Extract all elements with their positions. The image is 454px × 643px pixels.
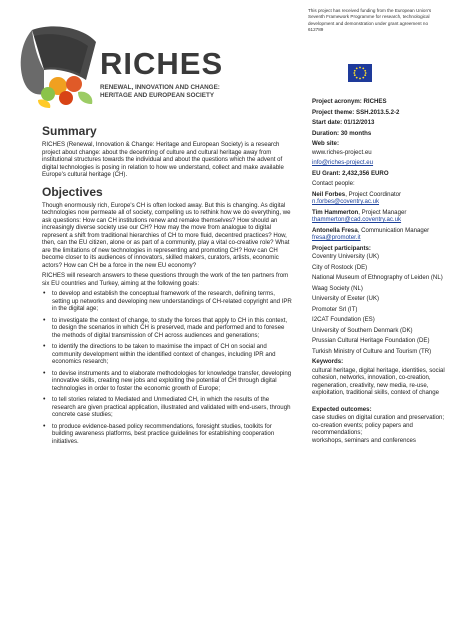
contact-item (312, 227, 446, 242)
summary-text: RICHES (Renewal, Innovation & Change: Heritage and European Society) is a research project about change: about the decentring of culture and cultural heritage away from institutional structures towards the individual and about the questions which the advent of digital technologies is posing in relation to how we understand, collect and make available Europe's cultural heritage (CH). (42, 141, 284, 178)
contact-role: , Project Coordinator (345, 190, 402, 198)
list-item (42, 370, 292, 393)
bullet-icon: • (43, 369, 46, 377)
goals-list (42, 290, 292, 445)
objectives-lead: RICHES will research answers to these questions through the work of the ten partners from six EU countries and Turkey, aiming at the following goals: (42, 272, 289, 287)
outcome-item: workshops, seminars and conferences (312, 436, 416, 444)
eu-grant-label: EU Grant: (312, 169, 341, 177)
objectives-intro: Though enormously rich, Europe's CH is often locked away. But this is changing. As digital technologies now permeate all of society, compelling us to rethink how we do everything, we ask questions: How can CH institutions renew and remake themselves? How should an increasingly diverse society use our CH? How may the move from analogue to digital represent a shift from traditional hierarchies of CH to more fluid, decentred practices? How, then, can the EU citizen, alone or as part of a community, play a vital co-creative role? What are the limitations of new technologies in representing and promoting CH? How can CH become closer to its audiences of innovators, skilled makers, curators, artists, economic actors? How can CH be a force in the new EU economy? (42, 201, 291, 269)
contact-email-link[interactable]: n.forbes@coventry.ac.uk (312, 198, 380, 205)
contact-email-link[interactable]: thammerton@cad.coventry.ac.uk (312, 216, 402, 223)
project-duration-value: 30 months (340, 129, 372, 137)
info-email-link[interactable]: info@riches-project.eu (312, 159, 374, 166)
list-item (42, 423, 292, 446)
outcomes-label: Expected outcomes: (312, 405, 372, 413)
participant-item: I2CAT Foundation (ES) (312, 316, 375, 323)
logo-tagline-line2: HERITAGE AND EUROPEAN SOCIETY (100, 92, 215, 99)
objectives-heading: Objectives (42, 184, 103, 199)
website-link[interactable]: www.riches-project.eu (312, 148, 372, 156)
project-theme-label: Project theme: (312, 108, 355, 116)
participant-item: Promoter Srl (IT) (312, 305, 358, 313)
keywords-label: Keywords: (312, 358, 344, 365)
contact-email-link[interactable]: fresa@promoter.it (312, 234, 361, 241)
project-start (312, 119, 446, 127)
contact-name: Neil Forbes (312, 190, 346, 198)
list-item (42, 396, 292, 419)
goal-text: to develop and establish the conceptual framework of the research, defining terms, setting up networks and developing new understandings of CH-related copyright and IPR in the digital age; (52, 290, 292, 312)
website-label: Web site: (312, 140, 339, 147)
goal-text: to produce evidence-based policy recommendations, foresight studies, toolkits for building awareness platforms, best practice guidelines for establishing cooperation initiatives. (52, 422, 275, 445)
contact-name: Tim Hammerton (312, 208, 359, 216)
list-item (42, 290, 292, 313)
cornucopia-logo-icon (14, 20, 100, 112)
project-theme-value: SSH.2013.5.2-2 (356, 108, 400, 116)
goal-text: to tell stories related to Mediated and Unmediated CH, in which the results of the research are given practical application, illustrated and validated with end-users, through concrete case studies; (52, 396, 291, 418)
riches-logo (14, 20, 244, 112)
project-acronym (312, 98, 446, 106)
goal-text: to identify the directions to be taken to maximise the impact of CH on social and community development within the identified context of changes, including IPR and economics research; (52, 343, 276, 365)
participant-item: National Museum of Ethnography of Leiden (NL) (312, 274, 443, 281)
logo-tagline-line1: RENEWAL, INNOVATION AND CHANGE: (100, 84, 220, 91)
main-content (42, 124, 292, 449)
participant-item: University of Southern Denmark (DK) (312, 326, 413, 334)
project-duration (312, 130, 446, 138)
bullet-icon: • (43, 422, 46, 430)
contact-role: , Communication Manager (357, 226, 430, 234)
project-theme (312, 109, 446, 117)
project-duration-label: Duration: (312, 129, 340, 137)
eu-grant-value: 2,432,356 EURO (342, 169, 389, 177)
bullet-icon: • (43, 290, 46, 297)
contact-people-label: Contact people: (312, 180, 355, 187)
eu-grant (312, 170, 446, 178)
bullet-icon: • (43, 396, 46, 403)
keywords-text: cultural heritage, digital heritage, identities, social cohesion, networks, innovation, co-creation, regeneration, creativity, new media, re-use, exploitation, traditional skills, context of change (312, 366, 445, 396)
project-acronym-label: Project acronym: (312, 98, 362, 105)
funding-text: This project has received funding from the European Union's Seventh Framework Programme for research, technological development and demonstration under grant agreement no 612789 (308, 8, 432, 33)
goal-text: to devise instruments and to elaborate methodologies for knowledge transfer, developing innovative skills, creating new jobs and exploiting the potential of CH through digital technologies in order to foster the economic growth of Europe; (52, 369, 292, 392)
contact-item (312, 191, 446, 206)
bullet-icon: • (43, 343, 46, 350)
logo-tagline (100, 84, 250, 100)
participant-item: Waag Society (NL) (312, 284, 363, 292)
participant-item: Coventry University (UK) (312, 253, 380, 260)
summary-heading: Summary (42, 124, 97, 138)
project-start-label: Start date: (312, 119, 343, 126)
project-info-panel (304, 92, 452, 639)
contact-name: Antonella Fresa (312, 226, 358, 234)
funding-notice (302, 6, 444, 90)
participant-item: University of Exeter (UK) (312, 295, 380, 302)
participant-item: City of Rostock (DE) (312, 263, 368, 271)
participant-item: Turkish Ministry of Culture and Tourism (TR) (312, 347, 432, 355)
bullet-icon: • (43, 316, 46, 324)
list-item (42, 343, 292, 366)
participant-item: Prussian Cultural Heritage Foundation (DE) (312, 337, 430, 344)
eu-flag-icon (348, 64, 372, 82)
goal-text: to investigate the context of change, to study the forces that apply to CH in this context, to design the scenarios in which CH is preserved, made and performed and to foresee the methods of digital transmission of CH across audiences and generations; (52, 316, 288, 339)
logo-wordmark: RICHES (100, 46, 224, 81)
participants-label: Project participants: (312, 244, 371, 252)
list-item (42, 317, 292, 340)
project-start-value: 01/12/2013 (343, 119, 375, 126)
outcome-item: case studies on digital curation and preservation; co-creation events; policy papers and recommendations; (312, 414, 445, 436)
contact-role: , Project Manager (358, 208, 407, 216)
project-acronym-value: RICHES (363, 98, 387, 105)
contact-item (312, 209, 446, 224)
